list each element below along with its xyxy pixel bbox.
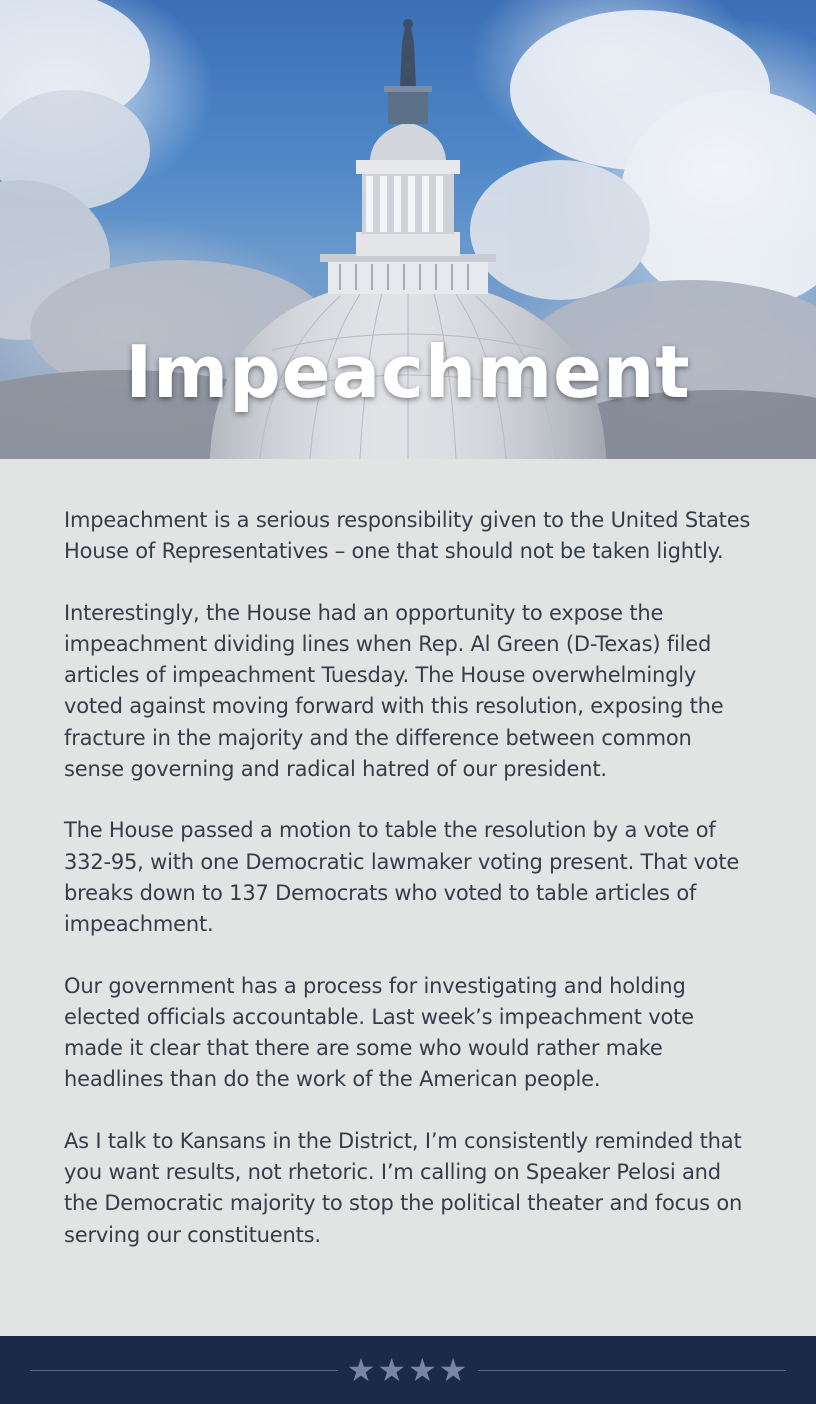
footer-divider-right bbox=[478, 1370, 786, 1371]
article-paragraph: Interestingly, the House had an opportunity to expose the impeachment dividing lines when Rep. Al Green (D-Texas) filed articles of impeachment Tuesday. The House overwhelmingly voted against moving forward with this resolution, exposing the fracture in the majority and the difference between common sense governing and radical hatred of our president. bbox=[64, 600, 724, 782]
article-body bbox=[0, 459, 816, 1290]
footer-divider-left bbox=[30, 1370, 338, 1371]
star-icon: ★★★★ bbox=[346, 1351, 470, 1389]
footer-bar bbox=[0, 1336, 816, 1404]
article-paragraph: The House passed a motion to table the resolution by a vote of 332-95, with one Democratic lawmaker voting present. That vote breaks down to 137 Democrats who voted to table articles of impeachment. bbox=[64, 818, 740, 937]
article-paragraph: Impeachment is a serious responsibility given to the United States House of Representatives – one that should not be taken lightly. bbox=[64, 508, 751, 564]
hero-banner bbox=[0, 0, 816, 459]
article-paragraph: Our government has a process for investigating and holding elected officials accountable. Last week’s impeachment vote made it clear that there are some who would rather make headlines than do the work of the American people. bbox=[64, 973, 694, 1092]
page-title: Impeachment bbox=[125, 330, 691, 414]
article-paragraph: As I talk to Kansans in the District, I’m consistently reminded that you want results, not rhetoric. I’m calling on Speaker Pelosi and the Democratic majority to stop the political theater and focus on serving our constituents. bbox=[64, 1128, 743, 1247]
